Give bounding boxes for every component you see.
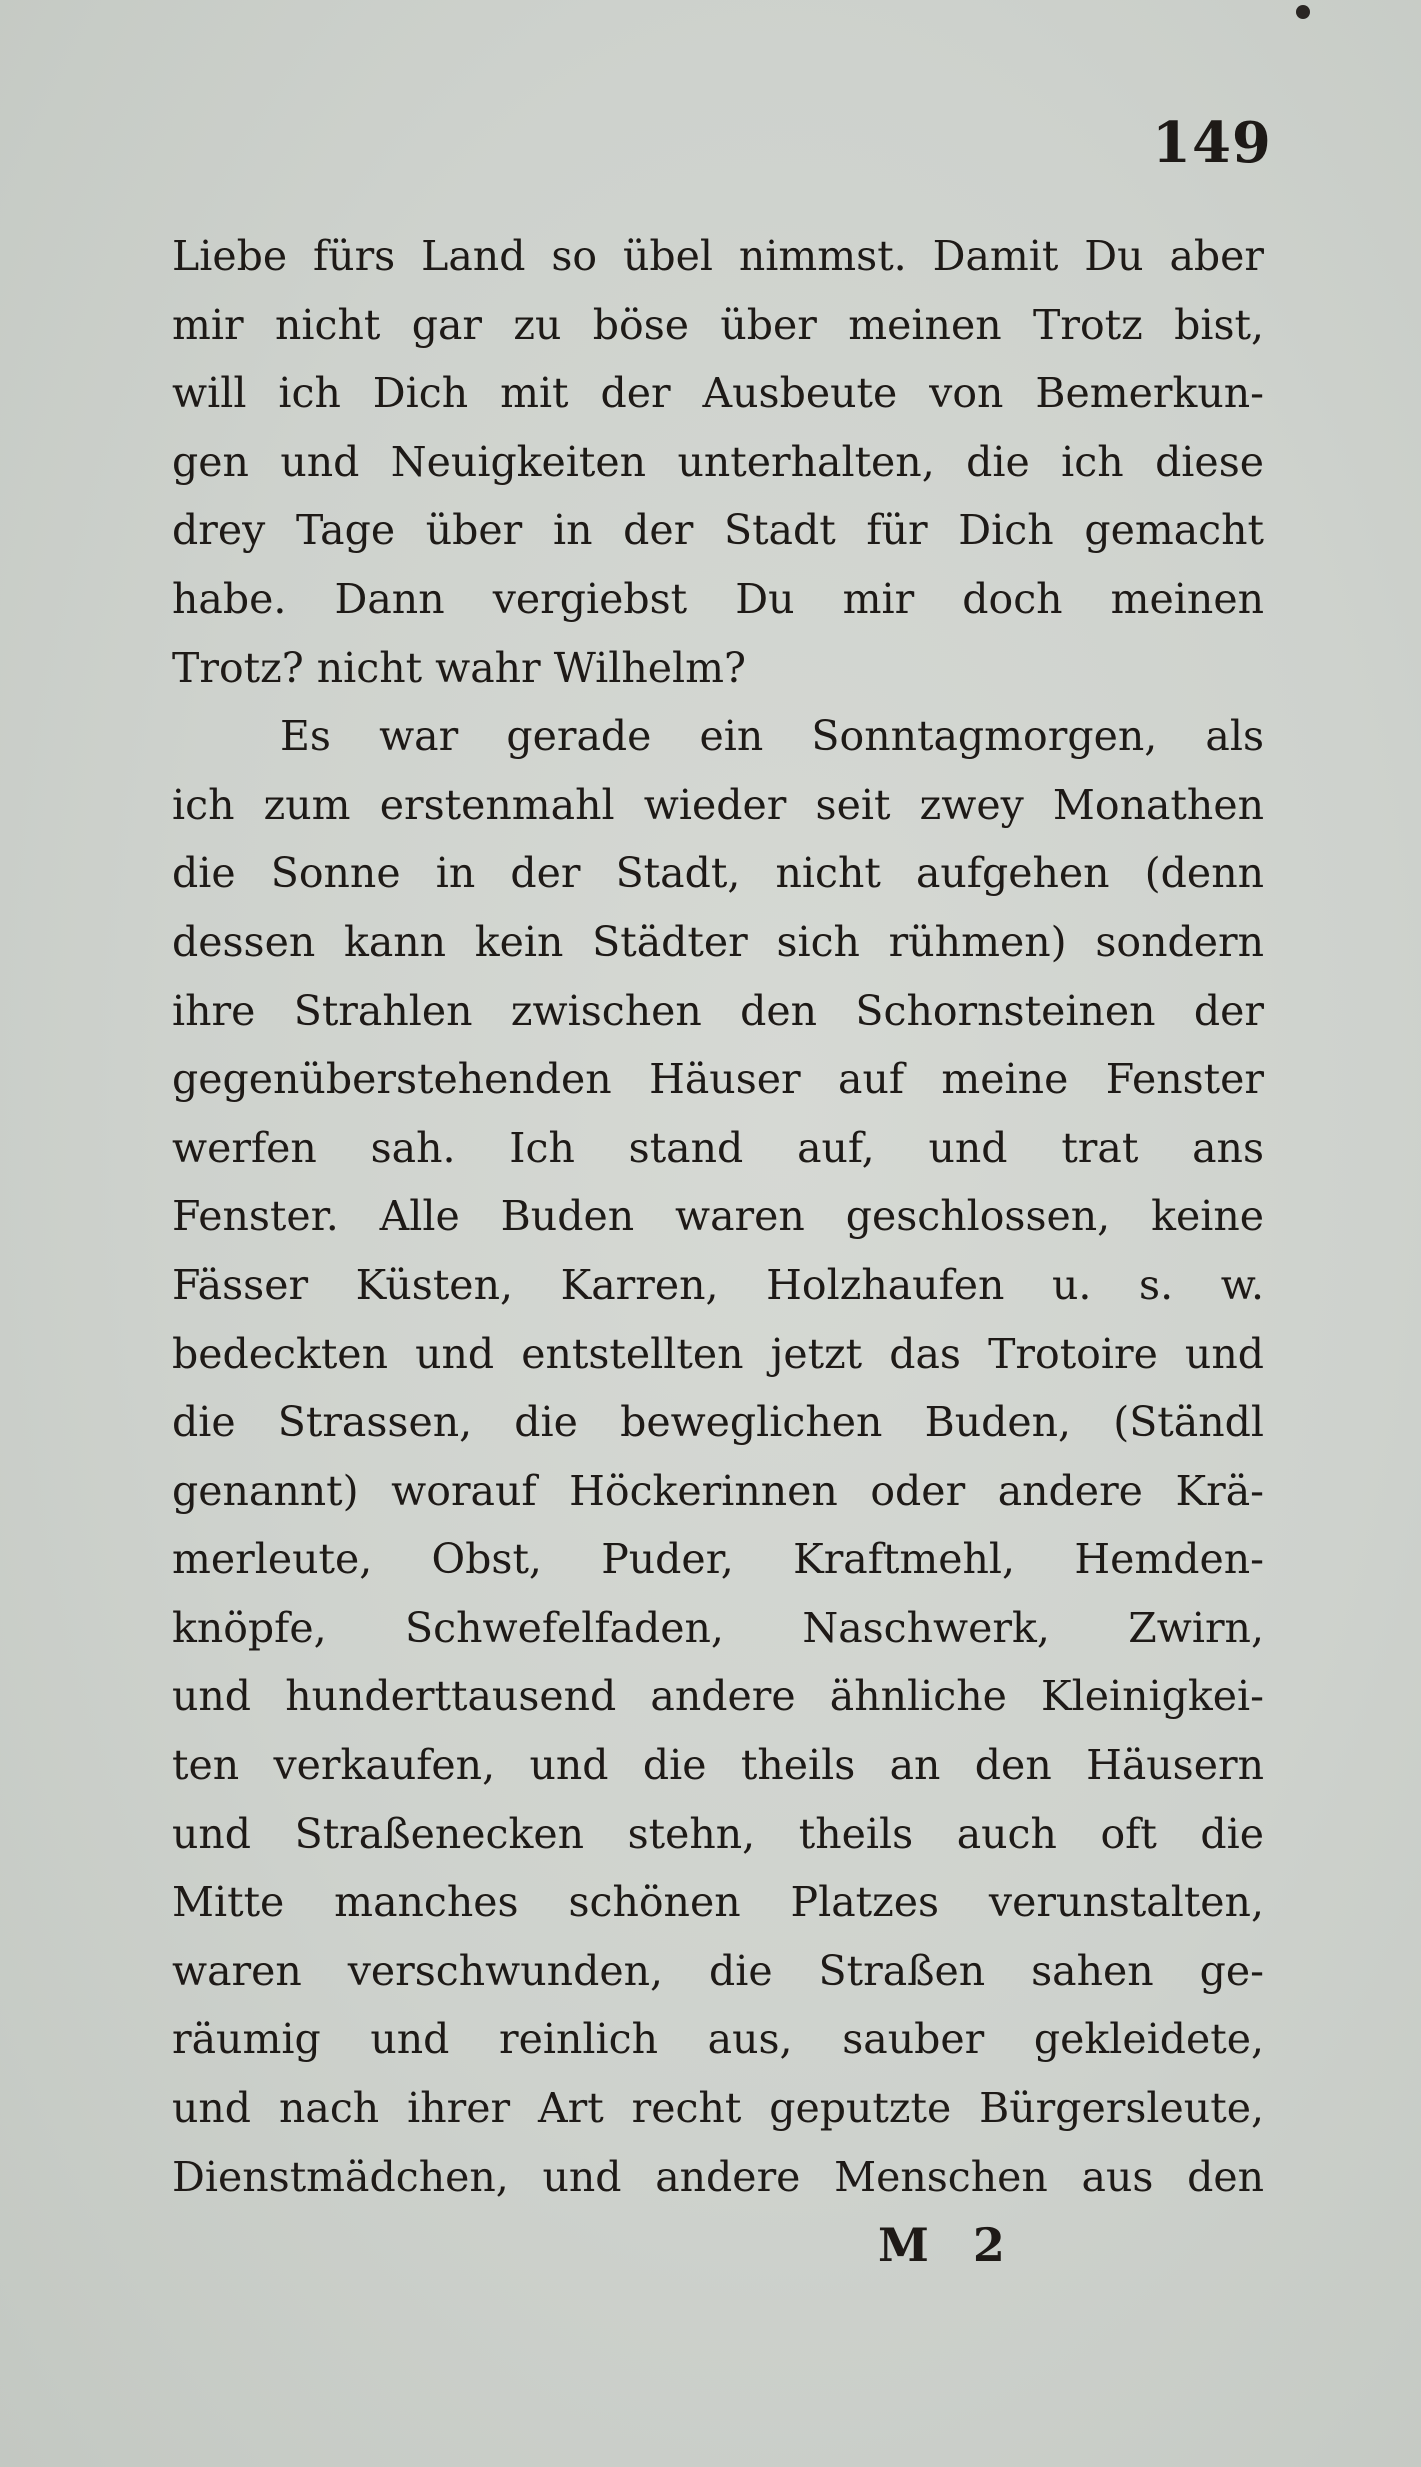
text-line: Fässer Küsten, Karren, Holzhaufen u. s. w.: [172, 1260, 1264, 1309]
text-line: will ich Dich mit der Ausbeute von Bemerkun-: [172, 369, 1264, 418]
text-line: und nach ihrer Art recht geputzte Bürgersleute,: [172, 2084, 1264, 2133]
text-line: ten verkaufen, und die theils an den Häusern: [172, 1741, 1264, 1790]
text-line: Trotz? nicht wahr Wilhelm?: [172, 643, 746, 692]
text-line: knöpfe, Schwefelfaden, Naschwerk, Zwirn,: [172, 1603, 1264, 1652]
body-text: [172, 222, 1264, 2211]
text-line: gegenüberstehenden Häuser auf meine Fenster: [172, 1055, 1264, 1104]
text-line: die Sonne in der Stadt, nicht aufgehen (denn: [172, 849, 1264, 898]
text-line: gen und Neuigkeiten unterhalten, die ich diese: [172, 437, 1264, 486]
text-line: drey Tage über in der Stadt für Dich gemacht: [172, 506, 1264, 555]
text-line: genannt) worauf Höckerinnen oder andere Krä-: [172, 1466, 1264, 1515]
text-line: mir nicht gar zu böse über meinen Trotz bist,: [172, 300, 1264, 349]
text-line: räumig und reinlich aus, sauber gekleidete,: [172, 2015, 1264, 2064]
text-line: bedeckten und entstellten jetzt das Trotoire und: [172, 1329, 1264, 1378]
text-line: ich zum erstenmahl wieder seit zwey Monathen: [172, 780, 1264, 829]
text-line: ihre Strahlen zwischen den Schornsteinen der: [172, 986, 1264, 1035]
printer-signature: M 2: [878, 2218, 1019, 2272]
text-line: merleute, Obst, Puder, Kraftmehl, Hemden-: [172, 1535, 1264, 1584]
text-line: und hunderttausend andere ähnliche Kleinigkei-: [172, 1672, 1264, 1721]
text-line: und Straßenecken stehn, theils auch oft die: [172, 1809, 1264, 1858]
text-line: Fenster. Alle Buden waren geschlossen, keine: [172, 1192, 1264, 1241]
text-line: Liebe fürs Land so übel nimmst. Damit Du aber: [172, 232, 1264, 280]
ink-speck: [1296, 5, 1310, 19]
text-line: die Strassen, die beweglichen Buden, (Ständl: [172, 1398, 1264, 1447]
text-line: habe. Dann vergiebst Du mir doch meinen: [172, 574, 1264, 623]
text-line: Mitte manches schönen Platzes verunstalten,: [172, 1878, 1264, 1927]
text-line: Es war gerade ein Sonntagmorgen, als: [280, 712, 1264, 761]
page-number: 149: [1152, 110, 1272, 176]
text-line: Dienstmädchen, und andere Menschen aus den: [172, 2152, 1264, 2201]
text-line: dessen kann kein Städter sich rühmen) sondern: [172, 917, 1264, 966]
text-line: werfen sah. Ich stand auf, und trat ans: [172, 1123, 1264, 1172]
text-line: waren verschwunden, die Straßen sahen ge-: [172, 1946, 1264, 1995]
